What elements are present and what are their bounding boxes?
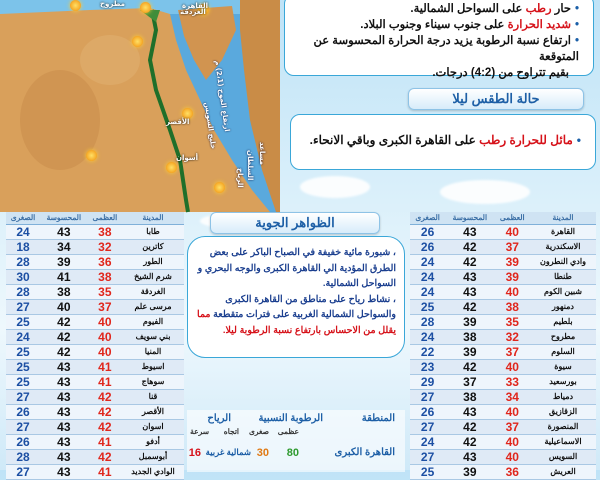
day-weather-box — [284, 0, 594, 79]
header-max: العظمى — [88, 212, 122, 224]
table-row — [6, 404, 184, 419]
feels-like-cell: 34 — [40, 239, 88, 254]
max-temp-cell: 33 — [495, 374, 530, 389]
city-cell: شبين الكوم — [530, 284, 596, 299]
min-temp-cell: 25 — [410, 464, 445, 479]
phenomena-paragraph-1: ، شبورة مائية خفيفة في الصباح الباكر على بعض الطرق المؤدية الي القاهرة الكبرى والوجه البحري و السواحل الشمالية. — [197, 247, 396, 289]
min-temp-cell: 24 — [6, 224, 40, 239]
feels-like-cell: 43 — [445, 404, 494, 419]
map-label-hurghada: الغردقة — [180, 8, 206, 16]
header-max: العظمى — [495, 212, 530, 224]
map-label-cairo: القاهرة — [182, 2, 209, 10]
min-temp-cell: 25 — [410, 299, 445, 314]
table-row — [6, 224, 184, 239]
feels-like-cell: 39 — [445, 344, 494, 359]
row-wind-speed: 16 — [188, 447, 201, 459]
header-city: المدينة — [122, 212, 184, 224]
feels-like-cell: 41 — [40, 269, 88, 284]
city-cell: أدفو — [122, 434, 184, 449]
map-label-c: الرياح — [236, 168, 244, 188]
egypt-weather-map — [0, 0, 280, 212]
min-temp-cell: 27 — [6, 299, 40, 314]
table-row — [410, 329, 596, 344]
feels-like-cell: 42 — [445, 419, 494, 434]
min-temp-cell: 25 — [6, 314, 40, 329]
max-temp-cell: 32 — [495, 329, 530, 344]
max-temp-cell: 37 — [495, 344, 530, 359]
table-row — [410, 419, 596, 434]
min-temp-cell: 28 — [410, 314, 445, 329]
city-cell: الطور — [122, 254, 184, 269]
city-cell: بورسعيد — [530, 374, 596, 389]
max-temp-cell: 42 — [88, 449, 122, 464]
city-cell: المنيا — [122, 344, 184, 359]
city-cell: سوهاج — [122, 374, 184, 389]
feels-like-cell: 43 — [445, 449, 494, 464]
city-cell: أبوسمبل — [122, 449, 184, 464]
feels-like-cell: 42 — [40, 344, 88, 359]
max-temp-cell: 41 — [88, 464, 122, 479]
table-row — [410, 314, 596, 329]
feels-like-cell: 37 — [445, 374, 494, 389]
city-cell: الوادي الجديد — [122, 464, 184, 479]
row-humidity-min: 30 — [256, 447, 269, 459]
table-header-row — [6, 212, 184, 224]
min-temp-cell: 26 — [6, 434, 40, 449]
feels-like-cell: 42 — [445, 239, 494, 254]
table-row — [410, 449, 596, 464]
max-temp-cell: 36 — [88, 254, 122, 269]
min-temp-cell: 26 — [410, 224, 445, 239]
city-cell: بلطيم — [530, 314, 596, 329]
table-row — [410, 284, 596, 299]
city-cell: المنصورة — [530, 419, 596, 434]
feels-like-cell: 43 — [445, 269, 494, 284]
max-temp-cell: 42 — [88, 404, 122, 419]
header-humidity: الرطوبة النسبية — [258, 413, 323, 424]
left-cities-table — [6, 212, 184, 480]
header-min: الصغرى — [410, 212, 445, 224]
min-temp-cell: 18 — [6, 239, 40, 254]
table-row — [410, 359, 596, 374]
header-min: الصغرى — [6, 212, 40, 224]
city-cell: العريش — [530, 464, 596, 479]
min-temp-cell: 26 — [410, 404, 445, 419]
city-cell: الفيوم — [122, 314, 184, 329]
city-cell: اسوان — [122, 419, 184, 434]
row-region: القاهرة الكبرى — [334, 447, 395, 458]
min-temp-cell: 25 — [6, 359, 40, 374]
table-row — [410, 254, 596, 269]
max-temp-cell: 38 — [495, 299, 530, 314]
max-temp-cell: 36 — [495, 464, 530, 479]
table-row — [6, 434, 184, 449]
max-temp-cell: 35 — [495, 314, 530, 329]
max-temp-cell: 37 — [495, 239, 530, 254]
row-wind-direction: شمالية غربية — [205, 447, 251, 457]
city-cell: السلوم — [530, 344, 596, 359]
table-row — [410, 239, 596, 254]
feels-like-cell: 43 — [445, 224, 494, 239]
max-temp-cell: 40 — [495, 434, 530, 449]
city-cell: القاهرة — [530, 224, 596, 239]
feels-like-cell: 43 — [40, 464, 88, 479]
min-temp-cell: 26 — [6, 404, 40, 419]
city-cell: شرم الشيخ — [122, 269, 184, 284]
sun-icon — [214, 182, 225, 193]
feels-like-cell: 43 — [445, 284, 494, 299]
table-row — [6, 344, 184, 359]
city-cell: قنا — [122, 389, 184, 404]
city-cell: الزقازيق — [530, 404, 596, 419]
min-temp-cell: 24 — [410, 269, 445, 284]
table-row — [410, 389, 596, 404]
feels-like-cell: 42 — [445, 254, 494, 269]
min-temp-cell: 24 — [410, 434, 445, 449]
table-row — [6, 284, 184, 299]
header-feel: المحسوسة — [445, 212, 494, 224]
feels-like-cell: 43 — [40, 404, 88, 419]
table-row — [6, 359, 184, 374]
table-row — [410, 269, 596, 284]
table-row — [410, 374, 596, 389]
sun-icon — [70, 0, 81, 11]
max-temp-cell: 41 — [88, 374, 122, 389]
max-temp-cell: 40 — [88, 329, 122, 344]
row-humidity-max: 80 — [286, 447, 299, 459]
table-row — [6, 314, 184, 329]
table-row — [410, 224, 596, 239]
table-row — [6, 269, 184, 284]
min-temp-cell: 28 — [6, 254, 40, 269]
min-temp-cell: 23 — [410, 359, 445, 374]
max-temp-cell: 40 — [495, 449, 530, 464]
min-temp-cell: 22 — [410, 344, 445, 359]
max-temp-cell: 35 — [88, 284, 122, 299]
city-cell: طنطا — [530, 269, 596, 284]
map-label-waves: ارتفاع الموج (2،1) م — [213, 59, 231, 133]
sun-icon — [166, 162, 177, 173]
map-label-luxor: الأقصر — [166, 118, 190, 126]
max-temp-cell: 40 — [495, 284, 530, 299]
min-temp-cell: 25 — [6, 344, 40, 359]
table-row — [6, 389, 184, 404]
sub-direction: اتجاه — [223, 427, 239, 436]
city-cell: اسيوط — [122, 359, 184, 374]
phenomena-paragraph-2: ، نشاط رياح على مناطق من القاهرة الكبرى والسواحل الشمالية الغربية على فترات متقطعة مما يقلل من الاحساس بارتفاع نسبة الرطوبة ليلا. — [197, 293, 396, 336]
humidity-wind-row — [188, 447, 401, 461]
city-cell: دمنهور — [530, 299, 596, 314]
night-line: • مائل للحرارة رطب على القاهرة الكبرى وباقي الانحاء. — [310, 133, 581, 147]
table-row — [6, 254, 184, 269]
min-temp-cell: 27 — [6, 389, 40, 404]
sub-min: صغرى — [249, 427, 269, 436]
city-cell: بني سويف — [122, 329, 184, 344]
header-wind: الرياح — [207, 413, 231, 424]
city-cell: وادي النطرون — [530, 254, 596, 269]
feels-like-cell: 38 — [445, 389, 494, 404]
sun-icon — [86, 150, 97, 161]
max-temp-cell: 39 — [495, 269, 530, 284]
max-temp-cell: 40 — [495, 359, 530, 374]
max-temp-cell: 38 — [88, 269, 122, 284]
max-temp-cell: 41 — [88, 434, 122, 449]
header-feel: المحسوسة — [40, 212, 88, 224]
min-temp-cell: 27 — [6, 464, 40, 479]
min-temp-cell: 24 — [6, 329, 40, 344]
sun-icon — [140, 2, 151, 13]
min-temp-cell: 24 — [410, 329, 445, 344]
phenomena-title: الظواهر الجوية — [210, 212, 380, 234]
cloud-decoration — [440, 180, 530, 204]
min-temp-cell: 24 — [410, 254, 445, 269]
max-temp-cell: 40 — [88, 344, 122, 359]
day-line-3: • ارتفاع نسبة الرطوبة يزيد درجة الحرارة المحسوسة عن المتوقعة — [295, 33, 579, 65]
day-line-4: بقيم تتراوح من (4:2) درجات. — [432, 67, 569, 79]
city-cell: كاترين — [122, 239, 184, 254]
feels-like-cell: 43 — [40, 374, 88, 389]
header-region: المنطقة — [361, 413, 395, 424]
feels-like-cell: 39 — [445, 314, 494, 329]
max-temp-cell: 40 — [88, 314, 122, 329]
table-row — [6, 239, 184, 254]
table-row — [410, 464, 596, 479]
feels-like-cell: 43 — [40, 449, 88, 464]
table-row — [410, 299, 596, 314]
feels-like-cell: 39 — [445, 464, 494, 479]
feels-like-cell: 43 — [40, 419, 88, 434]
min-temp-cell: 29 — [410, 374, 445, 389]
feels-like-cell: 43 — [40, 359, 88, 374]
table-row — [410, 404, 596, 419]
header-city: المدينة — [530, 212, 596, 224]
max-temp-cell: 34 — [495, 389, 530, 404]
map-label-b: السلطان — [246, 150, 254, 181]
feels-like-cell: 43 — [40, 224, 88, 239]
feels-like-cell: 42 — [445, 299, 494, 314]
night-weather-box — [290, 114, 596, 170]
table-row — [6, 464, 184, 479]
city-cell: طابا — [122, 224, 184, 239]
table-row — [6, 329, 184, 344]
cloud-decoration — [300, 176, 370, 198]
day-line-1: • حار رطب على السواحل الشمالية. — [295, 1, 579, 17]
city-cell: الغردقة — [122, 284, 184, 299]
min-temp-cell: 27 — [410, 449, 445, 464]
sun-icon — [132, 36, 143, 47]
humidity-wind-table — [187, 410, 405, 472]
humidity-wind-header — [193, 413, 399, 425]
max-temp-cell: 37 — [88, 299, 122, 314]
feels-like-cell: 38 — [445, 329, 494, 344]
max-temp-cell: 42 — [88, 389, 122, 404]
max-temp-cell: 38 — [88, 224, 122, 239]
right-cities-table — [410, 212, 596, 480]
city-cell: الأقصر — [122, 404, 184, 419]
min-temp-cell: 27 — [6, 419, 40, 434]
table-row — [6, 374, 184, 389]
table-header-row — [410, 212, 596, 224]
max-temp-cell: 40 — [495, 404, 530, 419]
max-temp-cell: 40 — [495, 224, 530, 239]
feels-like-cell: 39 — [40, 254, 88, 269]
feels-like-cell: 42 — [40, 329, 88, 344]
min-temp-cell: 26 — [410, 239, 445, 254]
map-label-aswan: أسوان — [176, 154, 199, 162]
city-cell: الاسماعيلية — [530, 434, 596, 449]
table-row — [410, 344, 596, 359]
feels-like-cell: 42 — [445, 434, 494, 449]
sub-max: عظمى — [277, 427, 299, 436]
min-temp-cell: 27 — [410, 389, 445, 404]
min-temp-cell: 28 — [6, 449, 40, 464]
table-row — [6, 419, 184, 434]
city-cell: مرسى علم — [122, 299, 184, 314]
feels-like-cell: 38 — [40, 284, 88, 299]
feels-like-cell: 43 — [40, 389, 88, 404]
feels-like-cell: 40 — [40, 299, 88, 314]
humidity-wind-subheader — [190, 427, 399, 437]
min-temp-cell: 25 — [6, 374, 40, 389]
table-row — [6, 299, 184, 314]
min-temp-cell: 27 — [410, 419, 445, 434]
city-cell: سيوة — [530, 359, 596, 374]
min-temp-cell: 28 — [6, 284, 40, 299]
map-label-matruh: مطروح — [100, 0, 125, 8]
table-row — [410, 434, 596, 449]
map-label-a: مساعد — [258, 142, 266, 165]
city-cell: السويس — [530, 449, 596, 464]
night-weather-title: حالة الطقس ليلا — [408, 88, 584, 110]
max-temp-cell: 41 — [88, 359, 122, 374]
max-temp-cell: 37 — [495, 419, 530, 434]
city-cell: الاسكندرية — [530, 239, 596, 254]
city-cell: دمياط — [530, 389, 596, 404]
table-row — [6, 449, 184, 464]
feels-like-cell: 43 — [40, 434, 88, 449]
min-temp-cell: 30 — [6, 269, 40, 284]
sub-speed: سرعة — [190, 427, 209, 436]
feels-like-cell: 42 — [40, 314, 88, 329]
max-temp-cell: 32 — [88, 239, 122, 254]
feels-like-cell: 42 — [445, 359, 494, 374]
min-temp-cell: 24 — [410, 284, 445, 299]
day-line-2: • شديد الحرارة على جنوب سيناء وجنوب البلاد. — [295, 17, 579, 33]
max-temp-cell: 39 — [495, 254, 530, 269]
phenomena-box — [187, 236, 405, 358]
map-label-gulf: خليج السويس — [202, 101, 218, 150]
city-cell: مطروح — [530, 329, 596, 344]
max-temp-cell: 42 — [88, 419, 122, 434]
